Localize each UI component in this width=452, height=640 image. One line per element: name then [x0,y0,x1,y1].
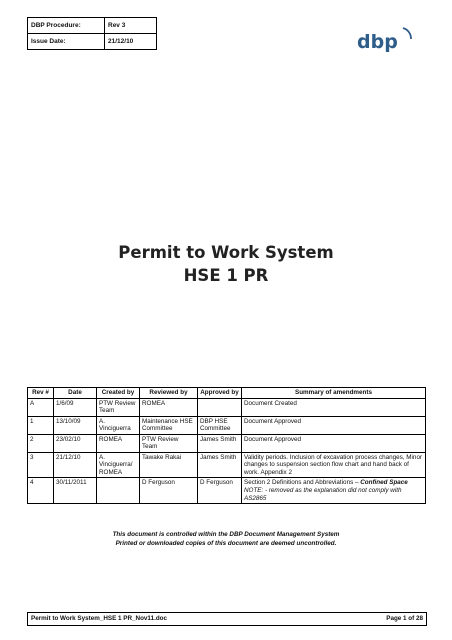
control-notice-line2: Printed or downloaded copies of this document are deemed uncontrolled. [115,540,337,547]
document-title: Permit to Work System [118,243,334,262]
rev-cell: 2 [28,434,54,452]
table-row [28,434,426,452]
summary-cell [242,478,426,504]
reviewed-cell: Maintenance HSE Committee [140,416,198,434]
date-cell: 23/02/10 [54,434,97,452]
summary-cell: Document Created [242,398,426,416]
date-cell: 13/10/09 [54,416,97,434]
page-footer [27,612,427,626]
approved-cell: James Smith [198,434,242,452]
footer-page-number: Page 1 of 28 [386,615,423,622]
reviewed-cell: ROMEA [140,398,198,416]
date-cell: 30/11/2011 [54,478,97,504]
col-header-reviewed: Reviewed by [140,388,198,399]
reviewed-cell: Tawake Rakai [140,452,198,478]
date-cell: 21/12/10 [54,452,97,478]
issue-date-value: 21/12/10 [105,34,157,50]
approved-cell: James Smith [198,452,242,478]
date-cell: 1/6/09 [54,398,97,416]
control-notice-line1: This document is controlled within the DBP Document Management System [112,531,340,538]
col-header-approved: Approved by [198,388,242,399]
approved-cell: DBP HSE Committee [198,416,242,434]
document-header-table [27,17,157,50]
footer-filename: Permit to Work System_HSE 1 PR_Nov11.doc [31,615,168,622]
amendments-table [27,387,426,504]
col-header-summary: Summary of amendments [242,388,426,399]
table-row [28,416,426,434]
summary-note: NOTE: - removed as the explanation did not comply with AS2865 [244,487,402,502]
created-cell: A. Vinciguerra/ ROMEA [97,452,140,478]
summary-cell: Document Approved [242,416,426,434]
reviewed-cell: PTW Review Team [140,434,198,452]
summary-cell: Validity periods. Inclusion of excavation process changes, Minor changes to suspension section flow chart and hand back of work. Appendix 2 [242,452,426,478]
rev-cell: 3 [28,452,54,478]
rev-cell: 4 [28,478,54,504]
col-header-rev: Rev # [28,388,54,399]
dbp-logo [355,24,415,54]
summary-bold-term: Confined Space [360,479,408,487]
table-row [28,452,426,478]
summary-text: Section 2 Definitions and Abbreviations – [244,479,361,487]
procedure-label: DBP Procedure: [28,18,105,34]
approved-cell: D Ferguson [198,478,242,504]
created-cell: PTW Review Team [97,398,140,416]
table-row [28,478,426,504]
procedure-value: Rev 3 [105,18,157,34]
table-row [28,398,426,416]
amendments-header-row [28,388,426,399]
issue-date-label: Issue Date: [28,34,105,50]
col-header-created: Created by [97,388,140,399]
document-subtitle: HSE 1 PR [183,266,269,285]
created-cell: ROMEA [97,434,140,452]
logo-arc [403,28,411,39]
created-cell: A. Vinciguerra [97,416,140,434]
col-header-date: Date [54,388,97,399]
created-cell [97,478,140,504]
rev-cell: 1 [28,416,54,434]
approved-cell [198,398,242,416]
logo-text: dbp [357,31,398,53]
rev-cell: A [28,398,54,416]
reviewed-cell: D Ferguson [140,478,198,504]
summary-cell: Document Approved [242,434,426,452]
